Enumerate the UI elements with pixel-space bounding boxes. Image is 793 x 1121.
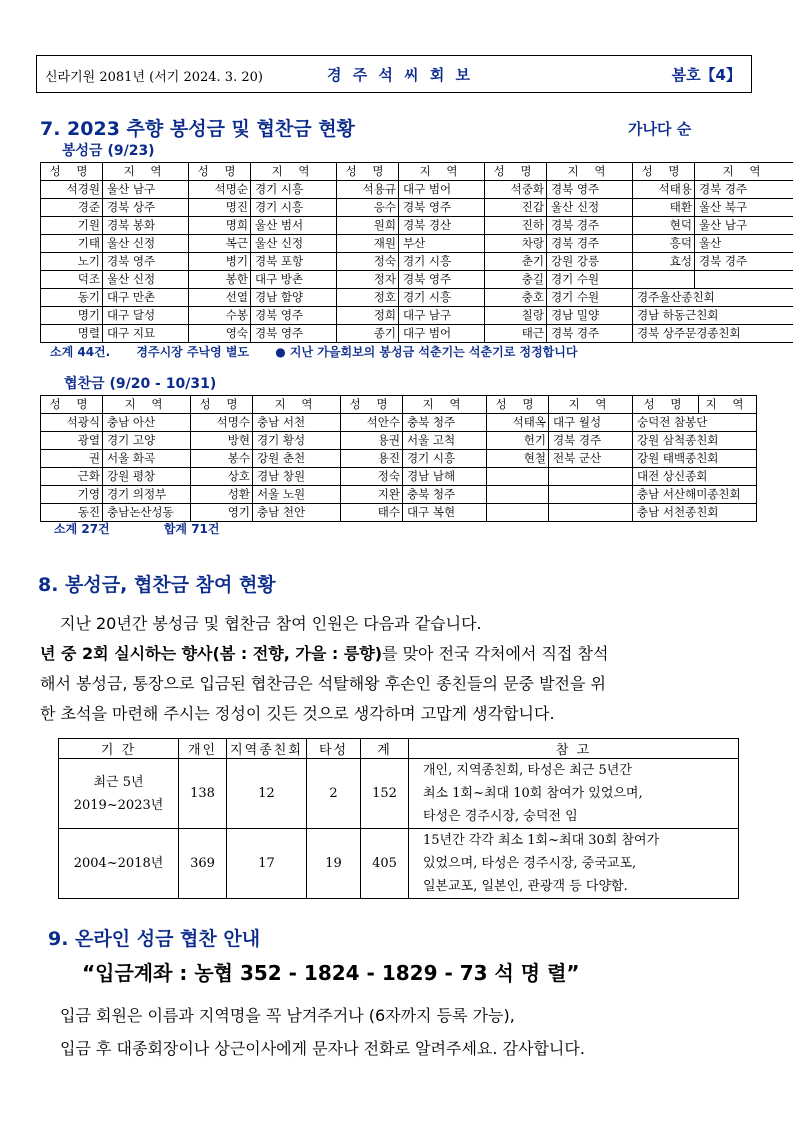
name-cell: 용권 (341, 432, 403, 450)
column-header-name: 성 명 (337, 163, 399, 181)
name-cell: 기원 (41, 217, 103, 235)
table-row (41, 468, 757, 486)
section8-paragraph-2 (40, 639, 608, 669)
name-cell (633, 271, 695, 289)
region-cell: 강원 평창 (103, 468, 191, 486)
column-header-region: 지 역 (549, 396, 633, 414)
participation-header-total: 계 (361, 739, 409, 759)
section8-paragraph-3: 해서 봉성금, 통장으로 입금된 협찬금은 석탈해왕 후손인 종친들의 문중 발전을 위 (40, 674, 606, 693)
name-cell: 석명수 (191, 414, 253, 432)
participation-memo-line: 타성은 경주시장, 숭덕전 임 (423, 809, 578, 824)
region-cell: 강원 춘천 (253, 450, 341, 468)
column-header-region: 지 역 (403, 396, 487, 414)
table-row (41, 432, 757, 450)
name-cell (487, 468, 549, 486)
region-cell: 경기 시흥 (251, 199, 337, 217)
region-cell: 대구 방촌 (251, 271, 337, 289)
column-header-region: 지 역 (699, 396, 757, 414)
table-row (41, 325, 793, 343)
name-cell: 영숙 (189, 325, 251, 343)
name-cell: 석태옥 (487, 414, 549, 432)
region-cell: 충남논산성동 (103, 504, 191, 522)
region-cell: 대구 달성 (103, 307, 189, 325)
group-name-cell: 충남 서산해미종친회 (633, 486, 757, 504)
participation-regional: 17 (227, 829, 307, 899)
group-name-cell: 강원 삼척종친회 (633, 432, 757, 450)
name-cell: 경준 (41, 199, 103, 217)
column-header-name: 성 명 (633, 163, 695, 181)
region-cell: 울산 (695, 235, 793, 253)
name-cell: 명렬 (41, 325, 103, 343)
participation-personal: 138 (179, 759, 227, 829)
name-cell: 원희 (337, 217, 399, 235)
region-cell: 경기 시흥 (399, 289, 485, 307)
region-cell (549, 486, 633, 504)
column-header-region: 지 역 (547, 163, 633, 181)
participation-total: 152 (361, 759, 409, 829)
region-cell: 경기 시흥 (399, 253, 485, 271)
region-cell: 경북 영주 (103, 253, 189, 271)
grand-total: 합계 71건 (163, 522, 220, 536)
name-cell: 명기 (41, 307, 103, 325)
group-name-cell: 대전 상신종회 (633, 468, 757, 486)
region-cell: 경기 수원 (547, 289, 633, 307)
name-cell: 용진 (341, 450, 403, 468)
column-header-name: 성 명 (633, 396, 699, 414)
region-cell: 경북 상주 (103, 199, 189, 217)
region-cell (695, 271, 793, 289)
region-cell: 경남 함양 (251, 289, 337, 307)
name-cell: 응수 (337, 199, 399, 217)
region-cell: 울산 신정 (103, 235, 189, 253)
region-cell: 경남 남해 (403, 468, 487, 486)
region-cell: 경남 창원 (253, 468, 341, 486)
column-header-region: 지 역 (251, 163, 337, 181)
name-cell: 명희 (189, 217, 251, 235)
region-cell: 부산 (399, 235, 485, 253)
name-cell: 병기 (189, 253, 251, 271)
participation-memo-line: 일본교포, 일본인, 관광객 등 다양함. (423, 879, 628, 894)
name-cell: 기태 (41, 235, 103, 253)
region-cell: 대구 만촌 (103, 289, 189, 307)
region-cell: 경북 포항 (251, 253, 337, 271)
table-row (41, 181, 793, 199)
column-header-name: 성 명 (189, 163, 251, 181)
newsletter-header (36, 55, 752, 93)
region-cell: 울산 신정 (547, 199, 633, 217)
name-cell: 재원 (337, 235, 399, 253)
name-cell: 정숙 (337, 253, 399, 271)
column-header-region: 지 역 (103, 163, 189, 181)
name-cell: 근화 (41, 468, 103, 486)
region-cell (549, 468, 633, 486)
region-cell: 경기 의정부 (103, 486, 191, 504)
name-cell: 석경원 (41, 181, 103, 199)
table-row (41, 217, 793, 235)
name-cell: 석중화 (485, 181, 547, 199)
region-cell: 충남 천안 (253, 504, 341, 522)
name-cell: 지완 (341, 486, 403, 504)
name-cell: 효성 (633, 253, 695, 271)
column-header-name: 성 명 (487, 396, 549, 414)
region-cell: 경남 밀양 (547, 307, 633, 325)
region-cell: 경기 황성 (253, 432, 341, 450)
name-cell: 노기 (41, 253, 103, 271)
name-cell: 정자 (337, 271, 399, 289)
name-cell (487, 504, 549, 522)
region-cell: 울산 남구 (695, 217, 793, 235)
participation-header-personal: 개인 (179, 739, 227, 759)
participation-other: 19 (307, 829, 361, 899)
region-cell: 대구 복현 (403, 504, 487, 522)
participation-memo-line: 있었으며, 타성은 경주시장, 중국교포, (423, 856, 637, 871)
name-cell: 칠랑 (485, 307, 547, 325)
participation-period-cell (59, 759, 179, 829)
name-cell: 권 (41, 450, 103, 468)
region-cell: 울산 남구 (103, 181, 189, 199)
section8-paragraph-2-rest: 를 맞아 전국 각처에서 직접 참석 (382, 644, 609, 663)
region-cell: 서울 화곡 (103, 450, 191, 468)
section8-title: 8. 봉성금, 협찬금 참여 현황 (38, 574, 276, 596)
section9-paragraph-2: 입금 후 대종회장이나 상근이사에게 문자나 전화로 알려주세요. 감사합니다. (60, 1039, 585, 1058)
name-cell: 차랑 (485, 235, 547, 253)
table-row (41, 289, 793, 307)
name-cell: 덕조 (41, 271, 103, 289)
name-cell: 석태용 (633, 181, 695, 199)
region-cell: 경북 영주 (399, 199, 485, 217)
region-cell: 경북 경주 (547, 217, 633, 235)
sponsorship-title: 협찬금 (9/20 - 10/31) (64, 376, 217, 392)
name-cell: 석명순 (189, 181, 251, 199)
name-cell (487, 486, 549, 504)
region-cell: 경북 경주 (695, 253, 793, 271)
region-cell: 충남 아산 (103, 414, 191, 432)
region-cell: 경북 봉화 (103, 217, 189, 235)
name-cell: 상호 (191, 468, 253, 486)
name-cell: 현덕 (633, 217, 695, 235)
section8-paragraph-4: 한 초석을 마련해 주시는 정성이 깃든 것으로 생각하며 고맙게 생각합니다. (40, 704, 555, 723)
region-cell: 경북 경주 (695, 181, 793, 199)
column-header-name: 성 명 (485, 163, 547, 181)
name-cell: 태수 (341, 504, 403, 522)
name-cell: 춘기 (485, 253, 547, 271)
name-cell: 석안수 (341, 414, 403, 432)
section7-order-note: 가나다 순 (628, 120, 692, 138)
participation-memo (409, 829, 739, 899)
group-name-cell: 경주울산종친회 (633, 289, 793, 307)
column-header-name: 성 명 (341, 396, 403, 414)
name-cell: 봉한 (189, 271, 251, 289)
group-name-cell: 경북 상주문경종친회 (633, 325, 793, 343)
donations-title: 봉성금 (9/23) (62, 143, 155, 159)
column-header-region: 지 역 (399, 163, 485, 181)
section9-paragraph-1: 입금 회원은 이름과 지역명을 꼭 남겨주거나 (6자까지 등록 가능), (60, 1006, 515, 1025)
header-title: 경 주 석 씨 회 보 (327, 66, 474, 84)
bank-account-info: “입금계좌 : 농협 352 - 1824 - 1829 - 73 석 명 렬” (82, 961, 580, 985)
region-cell: 대구 범어 (399, 181, 485, 199)
donations-subtotal: 소계 44건. (50, 345, 111, 359)
region-cell: 충남 서천 (253, 414, 341, 432)
table-row (41, 486, 757, 504)
region-cell: 울산 북구 (695, 199, 793, 217)
participation-other: 2 (307, 759, 361, 829)
name-cell: 석용규 (337, 181, 399, 199)
name-cell: 충길 (485, 271, 547, 289)
sponsorship-table (40, 395, 757, 522)
region-cell: 울산 신정 (103, 271, 189, 289)
participation-period-line-1: 2004~2018년 (73, 856, 164, 871)
name-cell: 복근 (189, 235, 251, 253)
name-cell: 정희 (337, 307, 399, 325)
name-cell: 동진 (41, 504, 103, 522)
region-cell: 경북 영주 (547, 181, 633, 199)
group-name-cell: 강원 태백종친회 (633, 450, 757, 468)
name-cell: 태환 (633, 199, 695, 217)
region-cell: 경북 경주 (547, 325, 633, 343)
participation-total: 405 (361, 829, 409, 899)
group-name-cell: 충남 서천종친회 (633, 504, 757, 522)
name-cell: 진갑 (485, 199, 547, 217)
table-row (41, 307, 793, 325)
name-cell: 기영 (41, 486, 103, 504)
column-header-region: 지 역 (253, 396, 341, 414)
participation-period-cell (59, 829, 179, 899)
region-cell: 충북 청주 (403, 486, 487, 504)
name-cell: 종기 (337, 325, 399, 343)
participation-header-period: 기 간 (59, 739, 179, 759)
region-cell: 울산 신정 (251, 235, 337, 253)
participation-period-line-2: 2019~2023년 (73, 797, 164, 813)
sponsorship-subtotal: 소계 27건 (54, 522, 110, 536)
region-cell: 경북 경주 (547, 235, 633, 253)
participation-memo-line: 15년간 각각 최소 1회~최대 30회 참여가 (423, 833, 660, 848)
name-cell: 흥덕 (633, 235, 695, 253)
section7-title: 7. 2023 추향 봉성금 및 협찬금 현황 (40, 118, 355, 140)
name-cell: 태근 (485, 325, 547, 343)
participation-personal: 369 (179, 829, 227, 899)
region-cell: 대구 남구 (399, 307, 485, 325)
name-cell: 성환 (191, 486, 253, 504)
name-cell: 헌기 (487, 432, 549, 450)
participation-header-other: 타성 (307, 739, 361, 759)
region-cell: 경북 영주 (251, 325, 337, 343)
participation-period-line-1: 최근 5년 (93, 774, 144, 790)
region-cell: 대구 월성 (549, 414, 633, 432)
name-cell: 정숙 (341, 468, 403, 486)
table-row (41, 450, 757, 468)
region-cell: 경기 고양 (103, 432, 191, 450)
donations-table (40, 162, 793, 343)
donations-correction-note: ● 지난 가을회보의 봉성금 석춘기는 석춘기로 정정합니다 (275, 345, 578, 359)
region-cell: 충북 청주 (403, 414, 487, 432)
region-cell: 경기 시흥 (403, 450, 487, 468)
section8-paragraph-2-bold: 년 중 2회 실시하는 향사(봄 : 전향, 가을 : 릉향) (40, 644, 383, 663)
table-row (41, 271, 793, 289)
column-header-name: 성 명 (41, 163, 103, 181)
participation-memo-line: 최소 1회~최대 10회 참여가 있었으며, (423, 786, 643, 801)
sponsorship-notes (54, 520, 270, 537)
name-cell: 명진 (189, 199, 251, 217)
name-cell: 방현 (191, 432, 253, 450)
participation-row-past (59, 829, 739, 899)
region-cell: 경기 수원 (547, 271, 633, 289)
name-cell: 정호 (337, 289, 399, 307)
column-header-region: 지 역 (103, 396, 191, 414)
region-cell: 서울 노원 (253, 486, 341, 504)
participation-row-recent (59, 759, 739, 829)
region-cell: 서울 고척 (403, 432, 487, 450)
region-cell: 대구 지묘 (103, 325, 189, 343)
region-cell: 울산 범서 (251, 217, 337, 235)
header-issue: 봄호【4】 (671, 66, 741, 84)
group-name-cell: 경남 하동근친회 (633, 307, 793, 325)
region-cell: 전북 군산 (549, 450, 633, 468)
name-cell: 봉수 (191, 450, 253, 468)
name-cell: 석광식 (41, 414, 103, 432)
column-header-name: 성 명 (191, 396, 253, 414)
participation-memo-line: 개인, 지역종친회, 타성은 최근 5년간 (423, 763, 632, 778)
table-row (41, 414, 757, 432)
name-cell: 영기 (191, 504, 253, 522)
region-cell: 대구 범어 (399, 325, 485, 343)
column-header-name: 성 명 (41, 396, 103, 414)
group-name-cell: 숭덕전 참봉단 (633, 414, 757, 432)
table-row (41, 235, 793, 253)
region-cell: 경북 영주 (399, 271, 485, 289)
name-cell: 충호 (485, 289, 547, 307)
participation-table (58, 738, 739, 899)
region-cell: 경북 영주 (251, 307, 337, 325)
participation-header-regional: 지역종친회 (227, 739, 307, 759)
region-cell: 강원 강릉 (547, 253, 633, 271)
table-header-row (41, 396, 757, 414)
section8-paragraph-1: 지난 20년간 봉성금 및 협찬금 참여 인원은 다음과 같습니다. (60, 614, 482, 633)
region-cell (549, 504, 633, 522)
table-row (41, 253, 793, 271)
header-date: 신라기원 2081년 (서기 2024. 3. 20) (45, 70, 263, 85)
column-header-region: 지 역 (695, 163, 793, 181)
table-row (41, 199, 793, 217)
region-cell: 경기 시흥 (251, 181, 337, 199)
name-cell: 광열 (41, 432, 103, 450)
region-cell: 경북 경산 (399, 217, 485, 235)
region-cell: 경북 경주 (549, 432, 633, 450)
table-row (41, 504, 757, 522)
donations-notes (50, 343, 599, 360)
donations-separate-note: 경주시장 주낙영 별도 (136, 345, 250, 359)
name-cell: 현철 (487, 450, 549, 468)
section9-title: 9. 온라인 성금 협찬 안내 (48, 928, 261, 950)
name-cell: 동기 (41, 289, 103, 307)
name-cell: 선열 (189, 289, 251, 307)
table-header-row (41, 163, 793, 181)
participation-header-memo: 참 고 (409, 739, 739, 759)
name-cell: 진하 (485, 217, 547, 235)
participation-regional: 12 (227, 759, 307, 829)
name-cell: 수봉 (189, 307, 251, 325)
participation-memo (409, 759, 739, 829)
